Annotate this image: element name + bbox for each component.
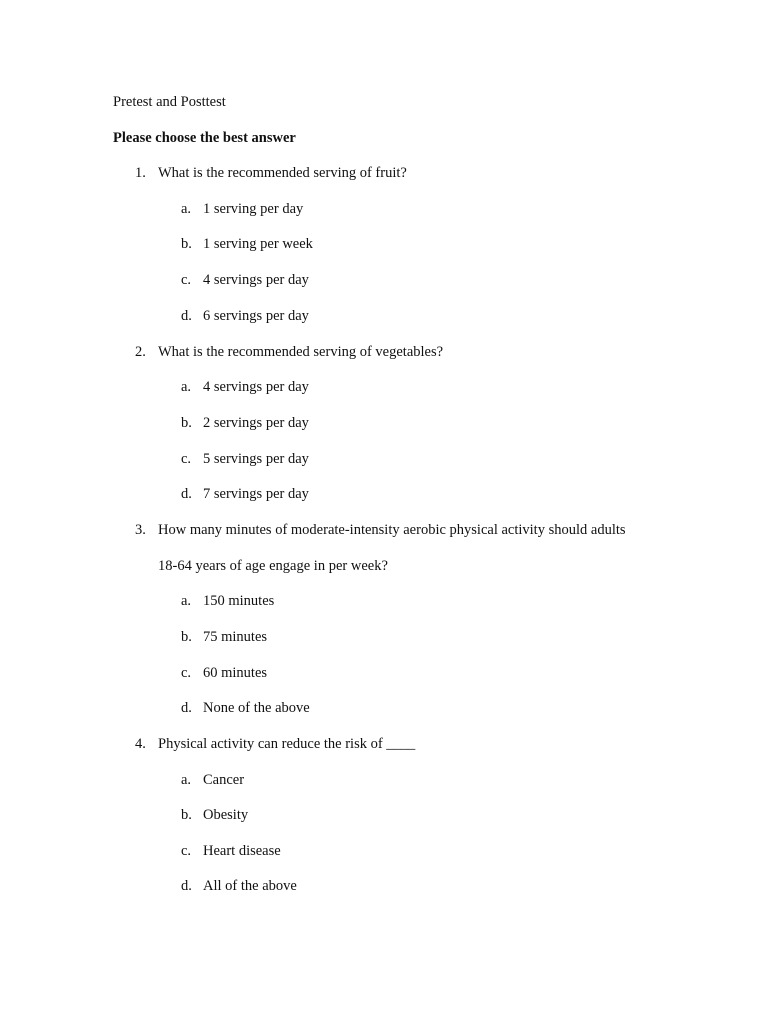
question-3-stem xyxy=(135,523,626,538)
option-letter: c. xyxy=(181,272,192,288)
option-letter: b. xyxy=(181,807,192,823)
option-text: Obesity xyxy=(203,807,249,823)
option-letter: d. xyxy=(181,700,192,716)
option-text: 1 serving per day xyxy=(203,201,304,217)
option-text: 2 servings per day xyxy=(203,415,309,431)
option-3a xyxy=(181,594,274,609)
document-title: Pretest and Posttest xyxy=(113,94,226,110)
option-2b xyxy=(181,416,309,431)
option-letter: a. xyxy=(181,379,192,395)
option-3c xyxy=(181,666,267,681)
question-1-stem xyxy=(135,166,407,181)
option-letter: a. xyxy=(181,593,192,609)
option-text: 4 servings per day xyxy=(203,379,309,395)
option-text: 75 minutes xyxy=(203,629,268,645)
option-text: None of the above xyxy=(203,700,310,716)
question-text: Physical activity can reduce the risk of ____ xyxy=(158,736,416,752)
option-text: 150 minutes xyxy=(203,593,275,609)
option-letter: a. xyxy=(181,201,192,217)
option-letter: d. xyxy=(181,308,192,324)
question-number: 2. xyxy=(135,344,146,360)
option-letter: c. xyxy=(181,451,192,467)
option-4a xyxy=(181,773,244,788)
option-3b xyxy=(181,630,267,645)
option-letter: b. xyxy=(181,415,192,431)
option-letter: c. xyxy=(181,843,192,859)
option-letter: b. xyxy=(181,629,192,645)
option-text: Cancer xyxy=(203,772,245,788)
option-letter: c. xyxy=(181,665,192,681)
question-text: How many minutes of moderate-intensity aerobic physical activity should adults xyxy=(158,522,626,538)
option-text: 6 servings per day xyxy=(203,308,309,324)
question-4-stem xyxy=(135,737,415,752)
option-2d xyxy=(181,487,309,502)
question-number: 4. xyxy=(135,736,146,752)
option-letter: d. xyxy=(181,486,192,502)
question-number: 3. xyxy=(135,522,146,538)
option-text: All of the above xyxy=(203,878,297,894)
option-letter: b. xyxy=(181,236,192,252)
option-text: 1 serving per week xyxy=(203,236,313,252)
question-2-stem xyxy=(135,345,443,360)
instruction-text: Please choose the best answer xyxy=(113,130,296,146)
option-1a xyxy=(181,202,303,217)
question-3-stem-continued: 18-64 years of age engage in per week? xyxy=(158,558,388,574)
option-2c xyxy=(181,452,309,467)
option-4b xyxy=(181,808,248,823)
option-text: Heart disease xyxy=(203,843,281,859)
option-1d xyxy=(181,309,309,324)
question-text: What is the recommended serving of vegetables? xyxy=(158,344,444,360)
option-3d xyxy=(181,701,310,716)
option-2a xyxy=(181,380,309,395)
option-4c xyxy=(181,844,281,859)
option-letter: d. xyxy=(181,878,192,894)
option-text: 5 servings per day xyxy=(203,451,309,467)
option-letter: a. xyxy=(181,772,192,788)
option-text: 4 servings per day xyxy=(203,272,309,288)
option-4d xyxy=(181,879,297,894)
option-text: 60 minutes xyxy=(203,665,268,681)
option-1b xyxy=(181,237,313,252)
option-text: 7 servings per day xyxy=(203,486,309,502)
question-text: What is the recommended serving of fruit? xyxy=(158,165,407,181)
option-1c xyxy=(181,273,309,288)
question-number: 1. xyxy=(135,165,146,181)
